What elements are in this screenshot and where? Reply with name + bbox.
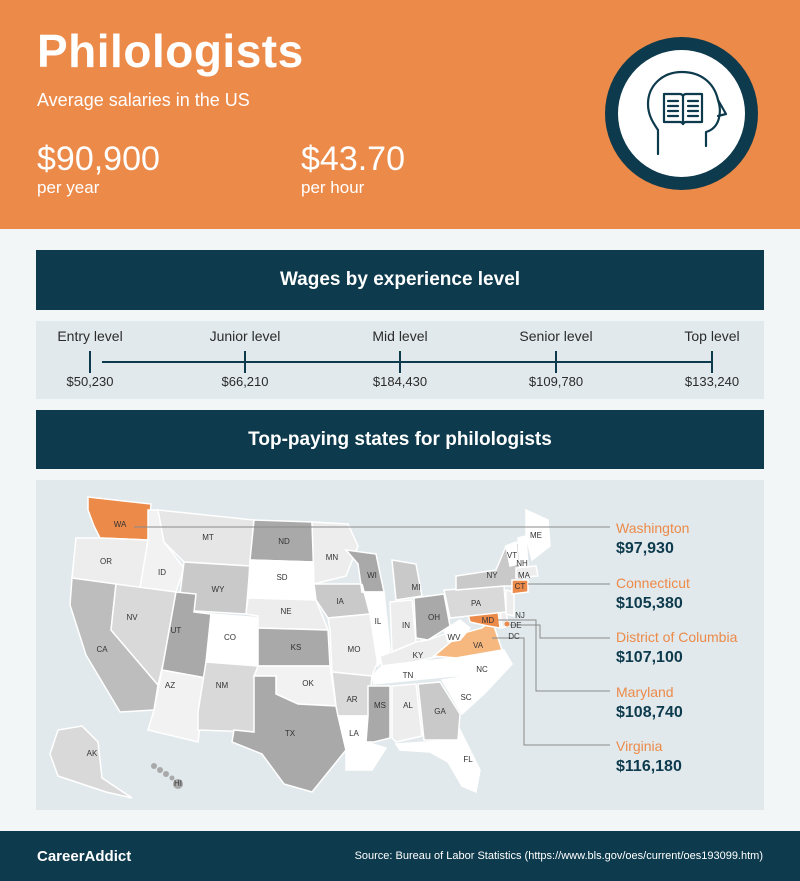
state-name-dc: District of Columbia bbox=[616, 629, 738, 645]
mid-level-value: $184,430 bbox=[372, 374, 428, 389]
junior-level-label: Junior level bbox=[209, 328, 281, 344]
map-label-KY: KY bbox=[412, 651, 424, 660]
map-label-MA: MA bbox=[518, 571, 530, 580]
map-label-HI: HI bbox=[174, 779, 182, 788]
map-label-NJ: NJ bbox=[515, 611, 525, 620]
brand-logo[interactable]: CareerAddict bbox=[37, 848, 132, 865]
map-label-CA: CA bbox=[96, 645, 108, 654]
map-label-MI: MI bbox=[411, 583, 421, 592]
map-label-CO: CO bbox=[224, 633, 236, 642]
map-label-GA: GA bbox=[434, 707, 446, 716]
map-label-ND: ND bbox=[278, 537, 290, 546]
map-label-SD: SD bbox=[276, 573, 288, 582]
timeline-tick bbox=[711, 351, 713, 373]
page-title: Philologists bbox=[37, 25, 304, 77]
mid-level-label: Mid level bbox=[372, 328, 428, 344]
map-label-UT: UT bbox=[170, 626, 182, 635]
state-wage-maryland: $108,740 bbox=[616, 704, 683, 721]
map-label-TN: TN bbox=[402, 671, 414, 680]
head-reading-book-icon bbox=[618, 50, 745, 177]
timeline-tick bbox=[244, 351, 246, 373]
map-label-DC: DC bbox=[508, 632, 520, 641]
hourly-salary-value: $43.70 bbox=[301, 140, 405, 178]
map-label-NH: NH bbox=[516, 559, 528, 568]
state-name-virginia: Virginia bbox=[616, 738, 663, 754]
annual-salary-unit: per year bbox=[37, 178, 100, 197]
map-label-OH: OH bbox=[428, 613, 440, 622]
state-AR bbox=[332, 672, 372, 716]
map-label-VA: VA bbox=[472, 641, 484, 650]
senior-level-label: Senior level bbox=[519, 328, 593, 344]
map-label-OR: OR bbox=[100, 557, 112, 566]
state-name-connecticut: Connecticut bbox=[616, 575, 690, 591]
junior-level-value: $66,210 bbox=[221, 374, 269, 389]
map-label-MT: MT bbox=[202, 533, 214, 542]
map-label-MD: MD bbox=[481, 616, 495, 625]
map-label-OK: OK bbox=[302, 679, 314, 688]
map-label-DE: DE bbox=[510, 621, 522, 630]
map-label-TX: TX bbox=[284, 729, 296, 738]
timeline-tick bbox=[555, 351, 557, 373]
state-name-washington: Washington bbox=[616, 520, 690, 536]
map-label-MO: MO bbox=[347, 645, 361, 654]
entry-level-label: Entry level bbox=[57, 328, 123, 344]
map-label-IL: IL bbox=[374, 617, 382, 626]
state-MI bbox=[392, 560, 422, 600]
map-label-CT: CT bbox=[514, 582, 526, 591]
timeline-line bbox=[102, 361, 712, 363]
map-label-WY: WY bbox=[211, 585, 225, 594]
state-wage-washington: $97,930 bbox=[616, 540, 674, 557]
state-AK bbox=[50, 726, 132, 798]
state-WA bbox=[88, 497, 151, 540]
map-label-KS: KS bbox=[290, 643, 302, 652]
map-label-NC: NC bbox=[476, 665, 488, 674]
map-label-ME: ME bbox=[530, 531, 542, 540]
leader-maryland bbox=[498, 620, 610, 691]
experience-heading: Wages by experience level bbox=[36, 250, 764, 310]
map-label-NE: NE bbox=[280, 607, 292, 616]
header-banner bbox=[0, 0, 800, 229]
top-level-value: $133,240 bbox=[684, 374, 740, 389]
map-label-FL: FL bbox=[463, 755, 473, 764]
state-MS bbox=[366, 686, 390, 742]
map-label-AZ: AZ bbox=[164, 681, 176, 690]
map-label-NM: NM bbox=[215, 681, 229, 690]
map-label-AR: AR bbox=[346, 695, 358, 704]
dc-marker bbox=[505, 622, 510, 627]
leader-dc bbox=[510, 625, 610, 638]
us-map-panel bbox=[36, 480, 764, 810]
map-label-NY: NY bbox=[486, 571, 498, 580]
experience-timeline bbox=[36, 321, 764, 399]
entry-level-value: $50,230 bbox=[66, 374, 114, 389]
map-label-IA: IA bbox=[336, 597, 344, 606]
map-label-AK: AK bbox=[86, 749, 98, 758]
footer bbox=[0, 831, 800, 881]
states-heading: Top-paying states for philologists bbox=[36, 410, 764, 469]
annual-salary-value: $90,900 bbox=[37, 140, 160, 178]
emblem-badge bbox=[605, 37, 758, 190]
map-label-MS: MS bbox=[374, 701, 386, 710]
map-label-LA: LA bbox=[349, 729, 359, 738]
state-wage-virginia: $116,180 bbox=[616, 758, 682, 775]
senior-level-value: $109,780 bbox=[528, 374, 584, 389]
page-subtitle: Average salaries in the US bbox=[37, 90, 250, 110]
map-label-ID: ID bbox=[158, 568, 166, 577]
timeline-tick bbox=[399, 351, 401, 373]
state-AL bbox=[392, 684, 422, 742]
state-wage-connecticut: $105,380 bbox=[616, 595, 683, 612]
hourly-salary-unit: per hour bbox=[301, 178, 365, 197]
state-wage-dc: $107,100 bbox=[616, 649, 683, 666]
map-label-VT: VT bbox=[506, 551, 518, 560]
map-label-PA: PA bbox=[470, 599, 482, 608]
timeline-tick bbox=[89, 351, 91, 373]
map-label-MN: MN bbox=[325, 553, 339, 562]
state-name-maryland: Maryland bbox=[616, 684, 674, 700]
map-label-IN: IN bbox=[402, 621, 410, 630]
map-label-WV: WV bbox=[447, 633, 461, 642]
source-citation[interactable]: Source: Bureau of Labor Statistics (https://www.bls.gov/oes/current/oes193099.htm) bbox=[354, 850, 763, 862]
map-label-AL: AL bbox=[403, 701, 413, 710]
map-label-SC: SC bbox=[460, 693, 472, 702]
map-label-WI: WI bbox=[367, 571, 377, 580]
top-level-label: Top level bbox=[684, 328, 740, 344]
state-NM bbox=[198, 662, 258, 732]
map-label-NV: NV bbox=[126, 613, 138, 622]
map-label-WA: WA bbox=[113, 520, 127, 529]
